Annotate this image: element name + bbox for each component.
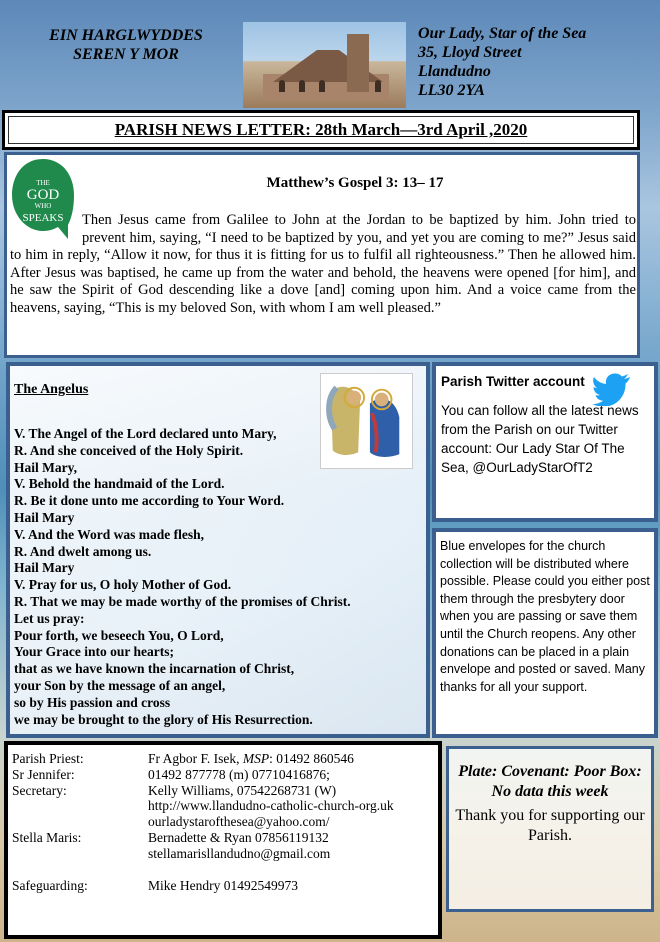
contact-row — [12, 767, 436, 783]
contact-label: Safeguarding: — [12, 877, 88, 893]
welsh-name-line2: SEREN Y MOR — [73, 46, 179, 63]
angelus-line: Your Grace into our hearts; — [14, 644, 174, 660]
welsh-name-line1: EIN HARGLWYDDES — [49, 27, 203, 44]
contact-row — [12, 798, 436, 814]
angelus-line: your Son by the message of an angel, — [14, 677, 226, 693]
twitter-text: You can follow all the latest news from the Parish on our Twitter account: Our Lady Star Of The Sea, @OurLadyStarOfT2 — [441, 403, 639, 475]
email-link[interactable]: ourladystarofthesea@yahoo.com/ — [148, 814, 330, 830]
logo-text-speaks: SPEAKS — [22, 212, 64, 224]
angelus-line: V. Behold the handmaid of the Lord. — [14, 476, 225, 492]
logo-text-who: WHO — [34, 202, 52, 210]
plate-label: Plate: Covenant: Poor Box: — [458, 763, 642, 780]
angelus-line: R. That we may be made worthy of the promises of Christ. — [14, 593, 351, 609]
angelus-line: R. Be it done unto me according to Your Word. — [14, 493, 285, 509]
contact-value: 01492 877778 (m) 07710416876; — [148, 766, 330, 782]
contact-value: Bernadette & Ryan 07856119132 — [148, 829, 329, 845]
parish-address — [418, 24, 648, 100]
gospel-text: Then Jesus came from Galilee to John at the Jordan to be baptized by him. John tried to prevent him, saying, “I need to be baptized by you, and yet you are coming to me?” Jesus said to him in reply, “Allow it now, for thus it is fitting for us to fulfil all righteousness.” Then he allowed him. After Jesus was baptised, he came up from the water and behold, the heavens were opened [for him], and he saw the Spirit of God descending like a dove [and] coming upon him. And a voice came from the heavens, saying, “This is my beloved Son, with whom I am well pleased.” — [10, 212, 636, 316]
angelus-line: Pour forth, we beseech You, O Lord, — [14, 627, 224, 643]
angelus-line: R. And she conceived of the Holy Spirit. — [14, 442, 244, 458]
angelus-line: Hail Mary, — [14, 459, 77, 475]
angelus-prayer — [14, 426, 424, 728]
contact-row — [12, 878, 436, 894]
angelus-line: Hail Mary — [14, 509, 75, 525]
envelopes-text: Blue envelopes for the church collection will be distributed where possible. Please could you either post them through the presbytery door when you are passing or save them until the Church reopens. Any other donations can be placed in a plain envelope and posted or saved. Many thanks for all your support. — [440, 539, 650, 694]
angelus-line: V. And the Word was made flesh, — [14, 526, 205, 542]
contact-row — [12, 846, 436, 862]
angelus-line: V. The Angel of the Lord declared unto Mary, — [14, 426, 277, 441]
address-line1: Our Lady, Star of the Sea — [418, 25, 587, 42]
contact-value: Mike Hendry 01492549973 — [148, 877, 298, 893]
contact-row — [12, 783, 436, 799]
angelus-line: V. Pray for us, O holy Mother of God. — [14, 577, 232, 593]
logo-text-the: THE — [36, 179, 50, 187]
parish-name-welsh — [26, 26, 226, 64]
angelus-title: The Angelus — [14, 382, 89, 397]
contact-label: Secretary: — [12, 782, 67, 798]
logo-text-god: GOD — [26, 187, 60, 203]
contact-value: Fr Agbor F. Isek, MSP: 01492 860546 — [148, 751, 354, 766]
contact-value: Kelly Williams, 07542268731 (W) — [148, 782, 337, 798]
plate-thanks: Thank you for supporting our Parish. — [455, 807, 645, 844]
plate-text — [452, 762, 648, 846]
angelus-line: that as we have known the incarnation of Christ, — [14, 661, 295, 677]
newsletter-title: PARISH NEWS LETTER: 28th March—3rd April ,2020 — [8, 116, 634, 144]
contacts-table — [12, 751, 436, 893]
address-line4: LL30 2YA — [418, 82, 485, 99]
angelus-line: so by His passion and cross — [14, 694, 171, 710]
contact-row — [12, 814, 436, 830]
contact-label: Stella Maris: — [12, 829, 82, 845]
contact-row — [12, 830, 436, 846]
church-photo — [243, 22, 406, 108]
angelus-line: Hail Mary — [14, 560, 75, 576]
angelus-line: Let us pray: — [14, 610, 85, 626]
contact-label: Sr Jennifer: — [12, 766, 75, 782]
address-line3: Llandudno — [418, 63, 491, 80]
website-link[interactable]: http://www.llandudno-catholic-church-org.uk — [148, 798, 394, 814]
twitter-title: Parish Twitter account — [441, 374, 585, 389]
contact-row — [12, 751, 436, 767]
stella-email-link[interactable]: stellamarisllandudno@gmail.com — [148, 845, 331, 861]
plate-status: No data this week — [491, 783, 609, 800]
angelus-line: we may be brought to the glory of His Resurrection. — [14, 711, 313, 727]
contact-label: Parish Priest: — [12, 751, 84, 766]
gospel-heading: Matthew’s Gospel 3: 13– 17 — [266, 175, 444, 191]
address-line2: 35, Lloyd Street — [418, 44, 522, 61]
angelus-line: R. And dwelt among us. — [14, 543, 152, 559]
